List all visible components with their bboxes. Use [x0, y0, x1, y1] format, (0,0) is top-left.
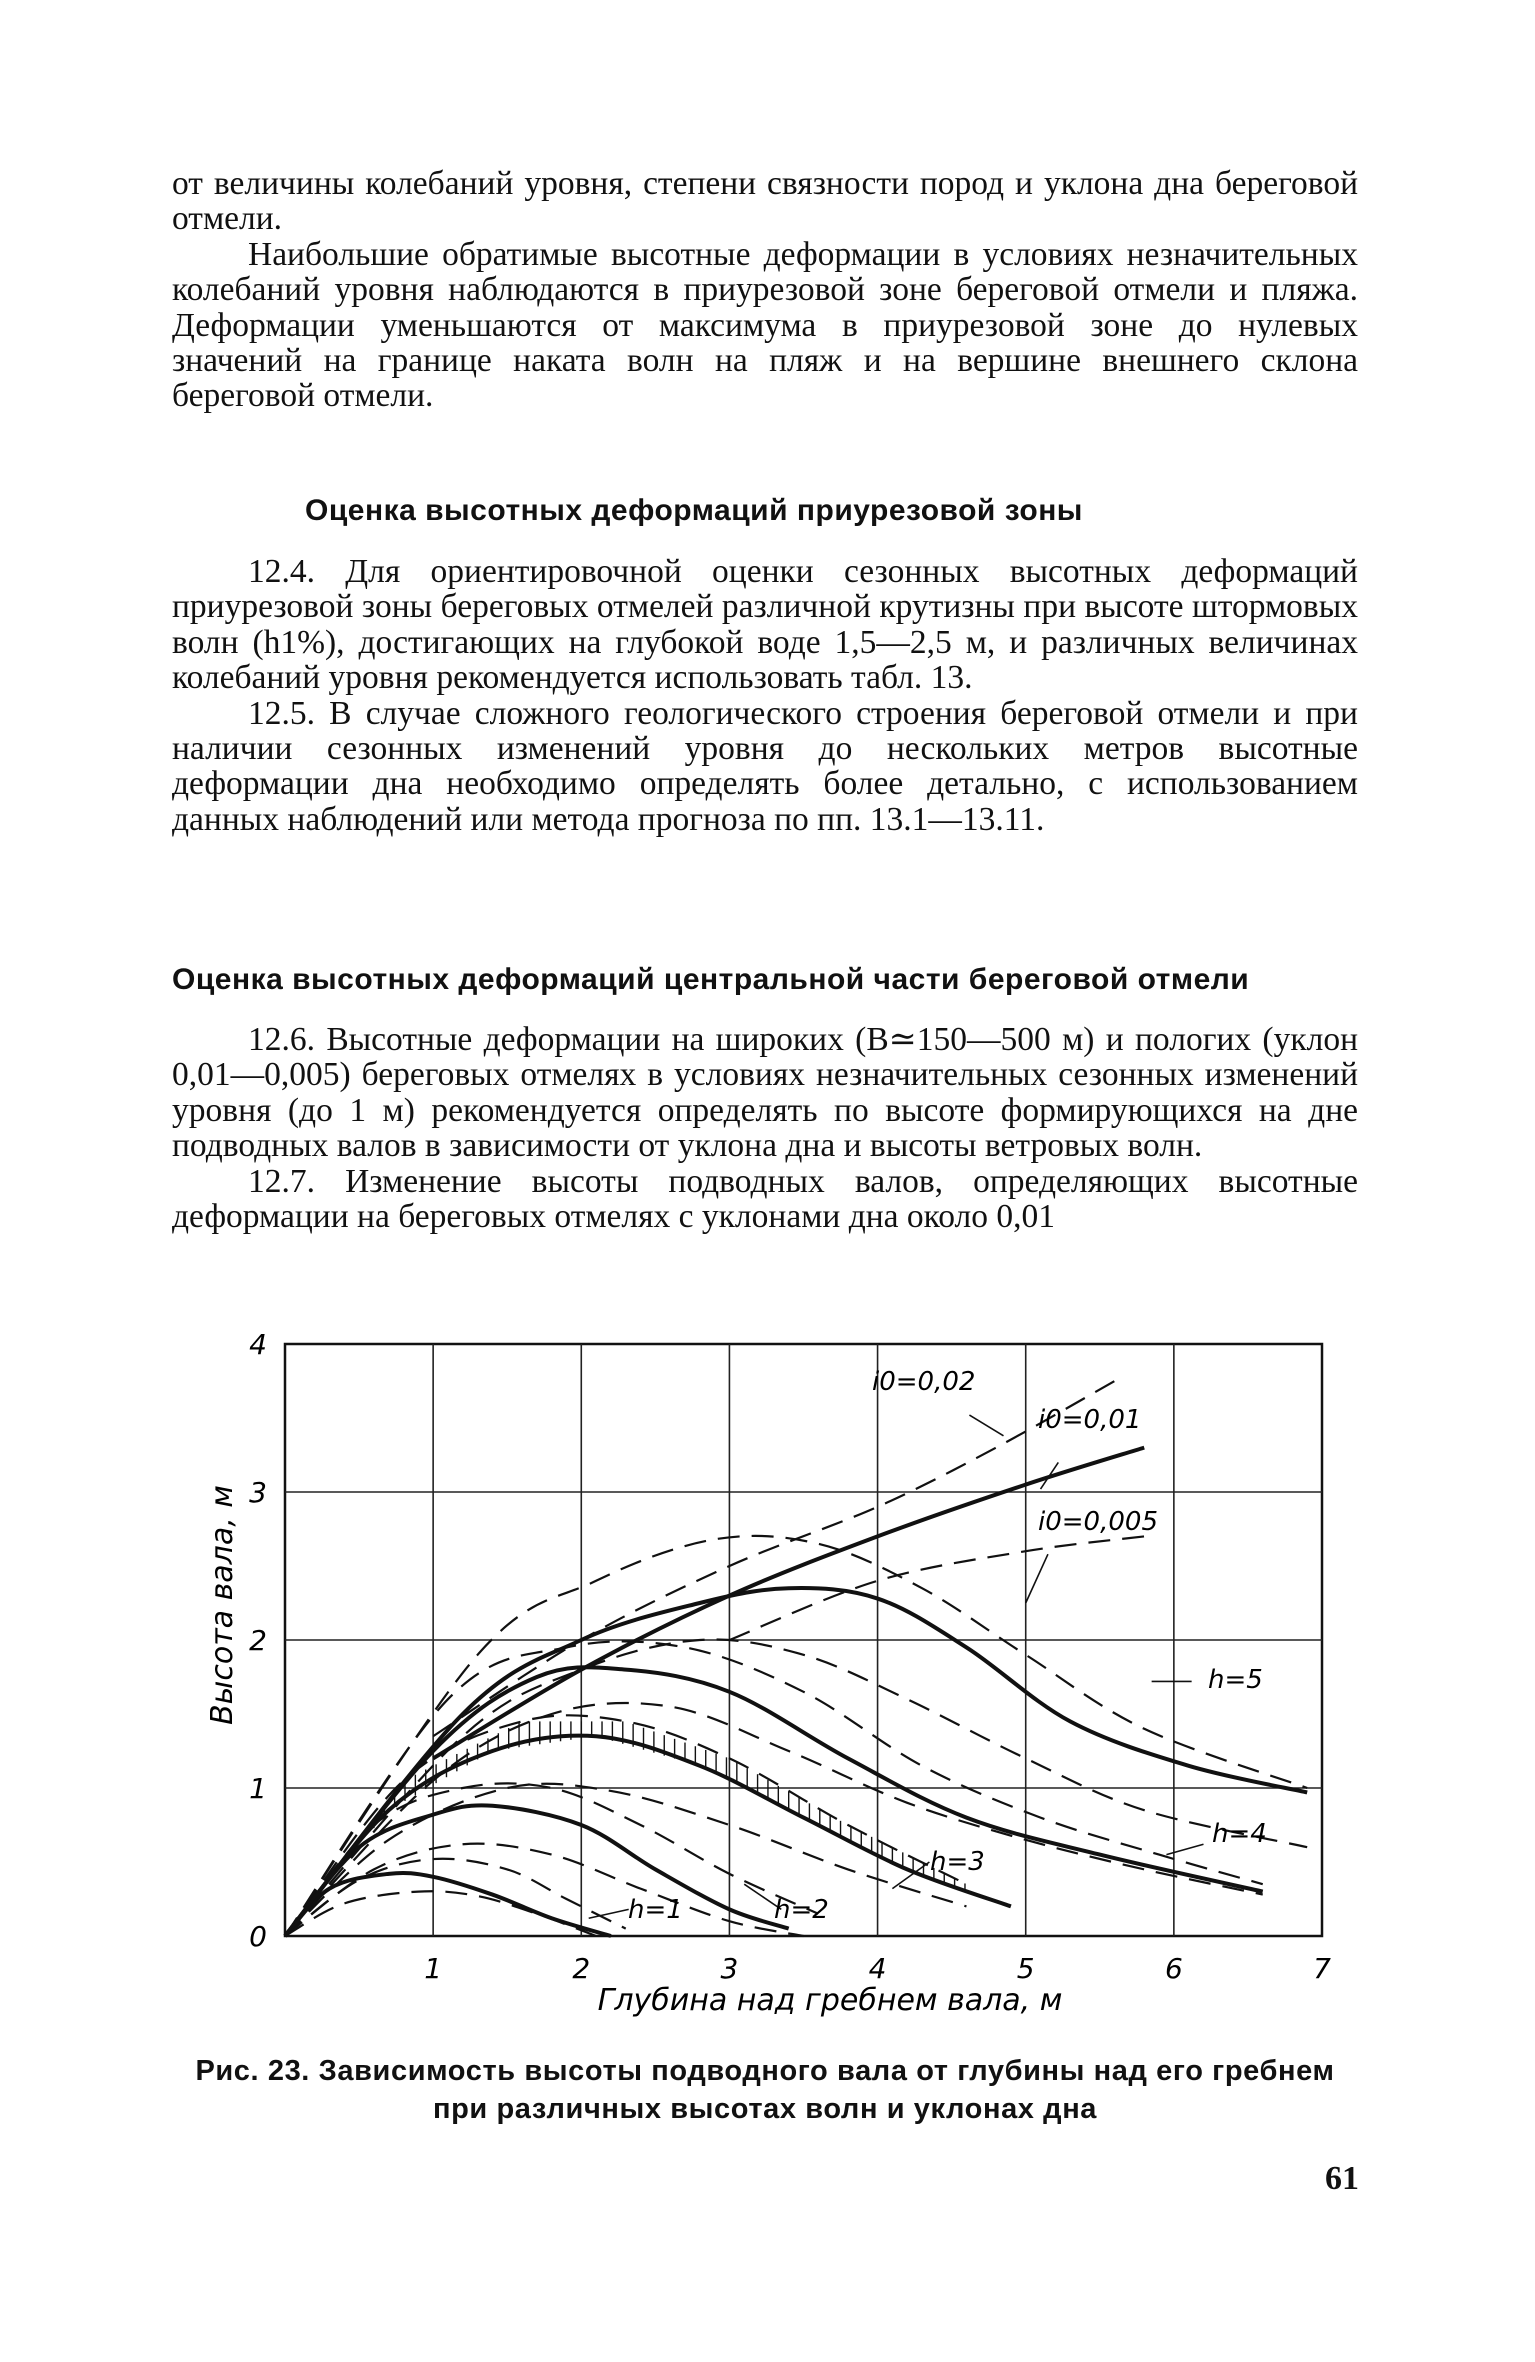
y-tick-label: 1	[249, 1772, 267, 1805]
chart-curves	[285, 1381, 1307, 1936]
x-tick-label: 7	[1313, 1952, 1331, 1985]
paragraph: 12.7. Изменение высоты подводных валов, определяющих высотные деформации на береговых отмелях с уклонами дна около 0,01	[172, 1162, 1358, 1236]
annotation-h4: h=4	[1212, 1819, 1267, 1849]
paragraph: 12.4. Для ориентировочной оценки сезонных высотных деформаций приурезовой зоны береговых отмелей различной крутизны при высоте штормовых волн (h1%), достигающих на глубокой воде 1,5—2,5 м, и различных величинах колебаний уровня рекомендуется использовать табл. 13.	[172, 553, 1358, 697]
annotation-i002: i0=0,02	[872, 1367, 976, 1397]
chart-ylabel: Высота вала, м	[205, 1485, 240, 1725]
series-line	[285, 1844, 804, 1936]
x-tick-label: 2	[572, 1952, 591, 1985]
x-tick-label: 6	[1164, 1952, 1183, 1985]
paragraph: 12.6. Высотные деформации на широких (B≃150—500 м) и пологих (уклон 0,01—0,005) береговых отмелях в условиях незначительных сезонных изменений уровня (до 1 м) рекомендуется определять по высоте формирующихся на дне подводных валов в зависимости от уклона дна и высоты ветровых волн.	[172, 1021, 1358, 1165]
y-tick-label: 3	[249, 1476, 267, 1509]
paragraph: Наибольшие обратимые высотные деформации в условиях незначительных колебаний уровня наблюдаются в приурезовой зоне береговой отмели и пляжа. Деформации уменьшаются от максимума в приурезовой зоне до нулевых значений на границе наката волн на пляж и на вершине внешнего склона береговой отмели.	[172, 235, 1358, 415]
section-heading: Оценка высотных деформаций приурезовой зоны	[305, 494, 1083, 527]
y-tick-label: 4	[249, 1328, 267, 1361]
chart-xlabel: Глубина над гребнем вала, м	[597, 1983, 1063, 2018]
series-line	[285, 1891, 596, 1936]
paragraph: 12.5. В случае сложного геологического строения береговой отмели и при наличии сезонных изменений уровня до нескольких метров высотные деформации дна необходимо определять более детально, с использованием данных наблюдений или метода прогноза по пп. 13.1—13.11.	[172, 694, 1358, 838]
x-tick-label: 5	[1016, 1952, 1035, 1985]
annotation-leader	[1026, 1554, 1048, 1603]
annotation-i0005: i0=0,005	[1038, 1507, 1158, 1537]
page-number: 61	[1325, 2160, 1359, 2197]
y-tick-label: 2	[249, 1624, 267, 1657]
annotation-h2: h=2	[774, 1895, 829, 1925]
x-tick-label: 1	[424, 1952, 443, 1985]
annotation-leader	[969, 1415, 1003, 1436]
annotation-i001: i0=0,01	[1038, 1405, 1142, 1435]
section-heading: Оценка высотных деформаций центральной части береговой отмели	[172, 963, 1250, 996]
annotation-h3: h=3	[930, 1847, 985, 1877]
series-line	[285, 1805, 789, 1936]
y-tick-label: 0	[249, 1920, 267, 1953]
x-tick-label: 4	[868, 1952, 887, 1985]
x-tick-label: 3	[720, 1952, 739, 1985]
annotation-leader	[1166, 1844, 1203, 1854]
annotation-h1: h=1	[628, 1895, 683, 1925]
chart-ticks	[249, 1328, 1331, 1985]
figure-caption: Рис. 23. Зависимость высоты подводного вала от глубины над его гребнем при различных высотах волн и уклонах дна	[195, 2055, 1335, 2125]
paragraph: от величины колебаний уровня, степени связности пород и уклона дна береговой отмели.	[172, 165, 1358, 238]
annotation-h5: h=5	[1208, 1665, 1263, 1695]
